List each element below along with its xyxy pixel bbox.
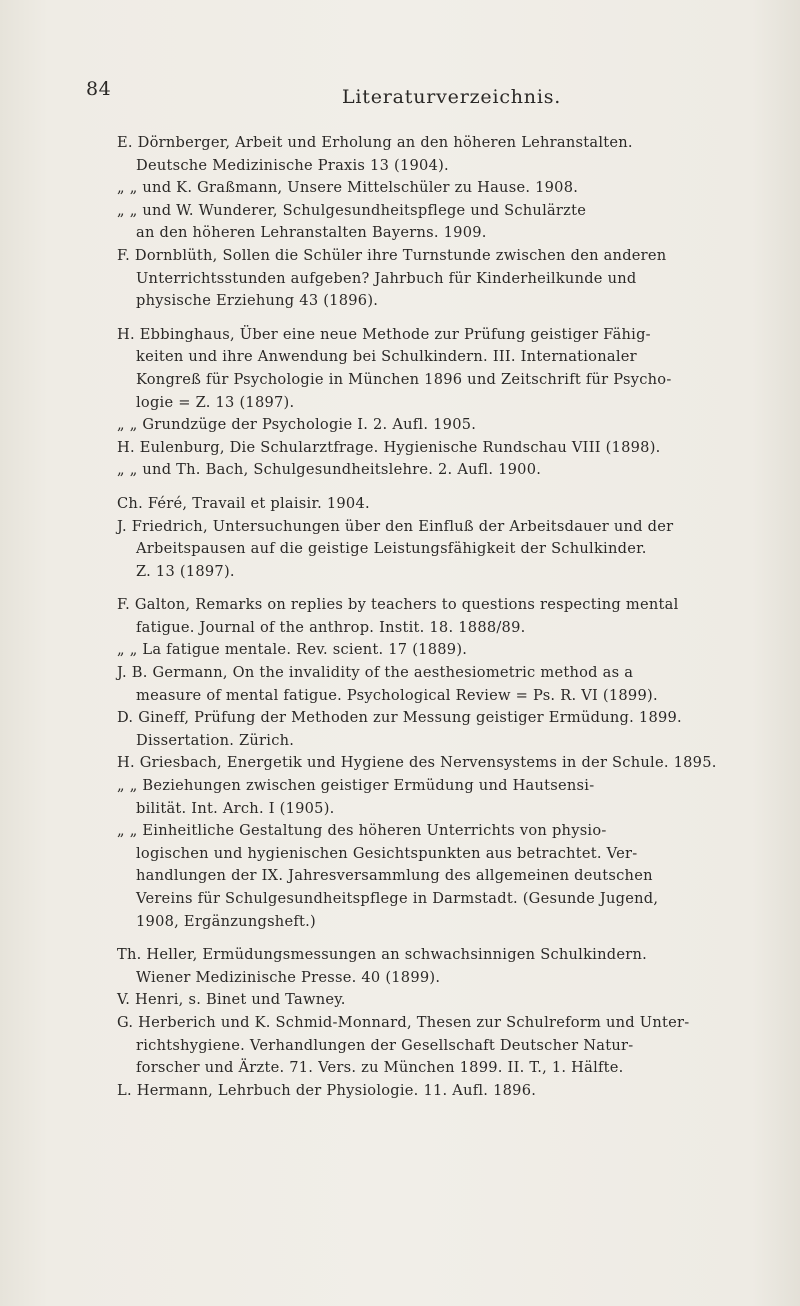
bibliography-entry: H. Griesbach, Energetik und Hygiene des Nervensystems in der Schule. 1895.: [117, 754, 717, 772]
bibliography-entry: F. Dornblüth, Sollen die Schüler ihre Turnstunde zwischen den anderen Unterrichtsstunden aufgeben? Jahrbuch für Kinderheilkunde und physische Erziehung 43 (1896).: [117, 246, 667, 310]
bibliography-entry: J. Friedrich, Untersuchungen über den Einfluß der Arbeitsdauer und der Arbeitspausen auf die geistige Leistungsfähigkeit der Schulkinder. Z. 13 (1897).: [117, 517, 674, 580]
bibliography-entry: J. B. Germann, On the invalidity of the aesthesiometric method as a measure of mental fatigue. Psychological Review = Ps. R. VI (1899).: [117, 664, 658, 704]
bibliography-entry: „ „ und W. Wunderer, Schulgesundheitspflege und Schulärzte an den höheren Lehranstalten Bayerns. 1909.: [117, 201, 587, 242]
bibliography-entry: E. Dörnberger, Arbeit und Erholung an den höheren Lehranstalten. Deutsche Medizinische Praxis 13 (1904).: [117, 134, 633, 174]
bibliography-entry: „ „ und Th. Bach, Schulgesundheitslehre. 2. Aufl. 1900.: [117, 461, 542, 479]
bibliography-entry: V. Henri, s. Binet und Tawney.: [117, 991, 346, 1009]
bibliography-entry: H. Ebbinghaus, Über eine neue Methode zur Prüfung geistiger Fähig- keiten und ihre Anwendung bei Schulkindern. III. Internationaler Kongreß für Psychologie in München 1896 und Zeitschrift für Psycho- logie = Z. 13 (1897).: [117, 325, 672, 411]
bibliography-entry: „ „ Grundzüge der Psychologie I. 2. Aufl. 1905.: [117, 416, 477, 434]
bibliography-entry: Th. Heller, Ermüdungsmessungen an schwachsinnigen Schulkindern. Wiener Medizinische Presse. 40 (1899).: [117, 946, 647, 986]
bibliography-entry: G. Herberich und K. Schmid-Monnard, Thesen zur Schulreform und Unter- richtshygiene. Verhandlungen der Gesellschaft Deutscher Natur- forscher und Ärzte. 71. Vers. zu München 1899. II. T., 1. Hälfte.: [117, 1013, 690, 1077]
bibliography-list: [117, 132, 757, 1102]
bibliography-entry: „ „ Beziehungen zwischen geistiger Ermüdung und Hautsensi- bilität. Int. Arch. I (1905).: [117, 777, 595, 817]
bibliography-entry: L. Hermann, Lehrbuch der Physiologie. 11. Aufl. 1896.: [117, 1081, 537, 1099]
bibliography-entry: F. Galton, Remarks on replies by teachers to questions respecting mental fatigue. Journal of the anthrop. Instit. 18. 1888/89.: [117, 596, 679, 636]
page-number: 84: [86, 78, 112, 100]
bibliography-entry: „ „ La fatigue mentale. Rev. scient. 17 (1889).: [117, 641, 468, 659]
bibliography-entry: D. Gineff, Prüfung der Methoden zur Messung geistiger Ermüdung. 1899. Dissertation. Zürich.: [117, 709, 682, 749]
page-header: [86, 78, 746, 118]
bibliography-entry: H. Eulenburg, Die Schularztfrage. Hygienische Rundschau VIII (1898).: [117, 438, 661, 456]
bibliography-entry: „ „ und K. Graßmann, Unsere Mittelschüler zu Hause. 1908.: [117, 179, 579, 197]
bibliography-entry: „ „ Einheitliche Gestaltung des höheren Unterrichts von physio- logischen und hygienischen Gesichtspunkten aus betrachtet. Ver- handlungen der IX. Jahresversammlung des allgemeinen deutschen Vereins für Schulgesundheitspflege in Darmstadt. (Gesunde Jugend, 1908, Ergänzungsheft.): [117, 822, 659, 930]
running-title: Literaturverzeichnis.: [342, 86, 562, 108]
bibliography-entry: Ch. Féré, Travail et plaisir. 1904.: [117, 494, 370, 512]
